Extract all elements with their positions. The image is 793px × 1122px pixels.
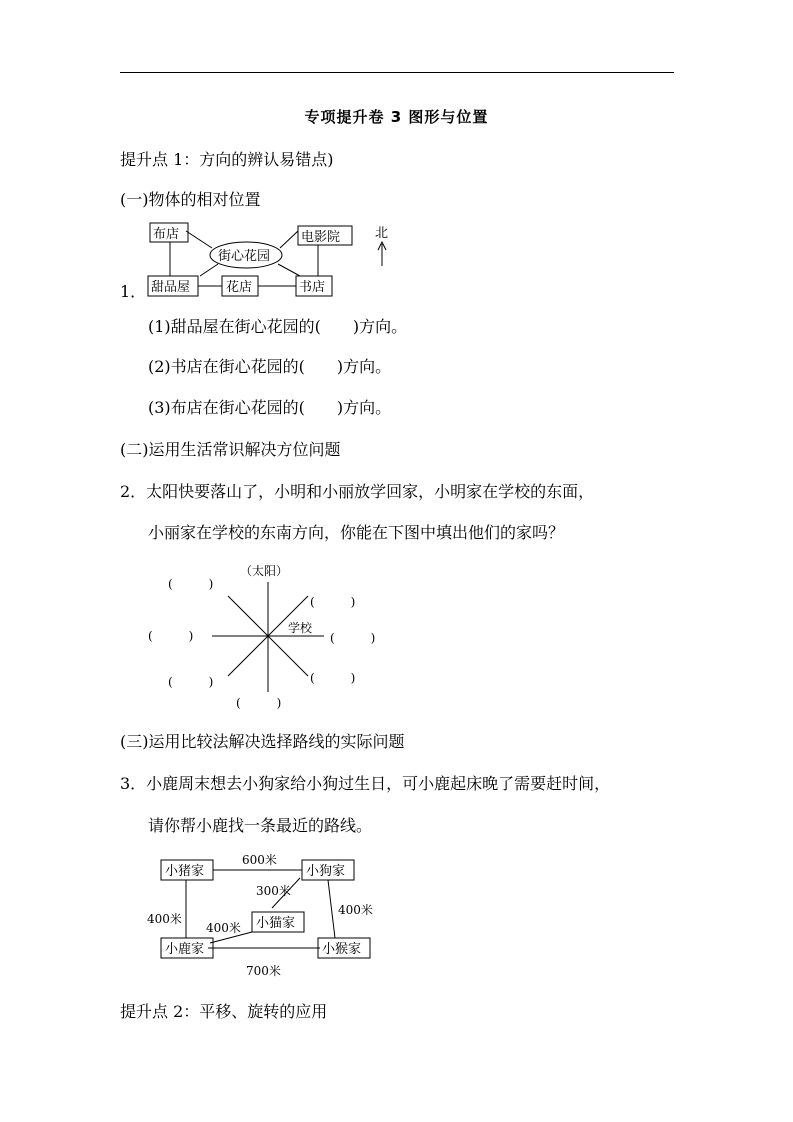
house-label: 小猴家 xyxy=(322,942,362,957)
answer-blank[interactable]: ( ) xyxy=(148,629,194,643)
answer-blank[interactable]: ( ) xyxy=(236,696,282,710)
question-2-line-1: 2．太阳快要落山了，小明和小丽放学回家，小明家在学校的东面， xyxy=(120,482,595,501)
answer-blank[interactable]: ( ) xyxy=(330,631,376,645)
house-label: 小狗家 xyxy=(306,864,346,879)
map-link xyxy=(278,264,300,276)
distance-label: 400米 xyxy=(147,912,182,926)
map-label: 街心花园 xyxy=(218,249,271,264)
answer-blank[interactable]: ( ) xyxy=(310,595,356,609)
map-link xyxy=(200,264,218,276)
answer-blank[interactable]: ( ) xyxy=(168,675,214,689)
compass-diagram xyxy=(140,558,400,714)
page-title: 专项提升卷 3 图形与位置 xyxy=(304,108,489,126)
house-label: 小鹿家 xyxy=(165,942,205,957)
distance-label: 400米 xyxy=(206,921,241,935)
distance-label: 300米 xyxy=(256,884,291,898)
section-heading-1: 提升点 1：方向的辨认易错点) xyxy=(120,150,334,169)
subsection-heading-3: (三)运用比较法解决选择路线的实际问题 xyxy=(120,732,405,751)
question-1-item: (2)书店在街心花园的( )方向。 xyxy=(148,357,392,376)
north-label: 北 xyxy=(375,226,389,241)
answer-blank[interactable]: ( ) xyxy=(168,577,214,591)
map-link xyxy=(280,231,298,248)
map-label: 书店 xyxy=(299,280,326,295)
question-1-item: (3)布店在街心花园的( )方向。 xyxy=(148,398,392,417)
map-label: 花店 xyxy=(226,280,253,295)
answer-blank[interactable]: ( ) xyxy=(310,671,356,685)
house-label: 小猪家 xyxy=(165,864,205,879)
question-1-item: (1)甜品屋在街心花园的( )方向。 xyxy=(148,317,408,336)
map-diagram xyxy=(140,218,400,302)
map-label: 电影院 xyxy=(301,230,341,245)
distance-label: 700米 xyxy=(246,964,281,978)
route-path xyxy=(328,880,335,938)
house-label: 小猫家 xyxy=(256,916,296,931)
distance-label: 400米 xyxy=(338,903,373,917)
question-3-line-1: 3．小鹿周末想去小狗家给小狗过生日，可小鹿起床晚了需要赶时间， xyxy=(120,774,611,793)
subsection-heading-1: (一)物体的相对位置 xyxy=(120,190,261,209)
question-1-number: 1． xyxy=(120,282,147,301)
school-label: 学校 xyxy=(288,621,313,635)
question-2-line-2: 小丽家在学校的东南方向，你能在下图中填出他们的家吗？ xyxy=(148,523,565,542)
top-rule xyxy=(120,72,674,73)
section-heading-2: 提升点 2：平移、旋转的应用 xyxy=(120,1002,328,1021)
subsection-heading-2: (二)运用生活常识解决方位问题 xyxy=(120,440,341,459)
map-label: 甜品屋 xyxy=(151,280,191,295)
map-link xyxy=(186,231,212,248)
sun-label: （太阳） xyxy=(240,564,289,578)
route-diagram xyxy=(140,848,390,984)
distance-label: 600米 xyxy=(242,853,277,867)
question-3-line-2: 请你帮小鹿找一条最近的路线。 xyxy=(148,816,373,835)
map-label: 布店 xyxy=(153,227,180,242)
